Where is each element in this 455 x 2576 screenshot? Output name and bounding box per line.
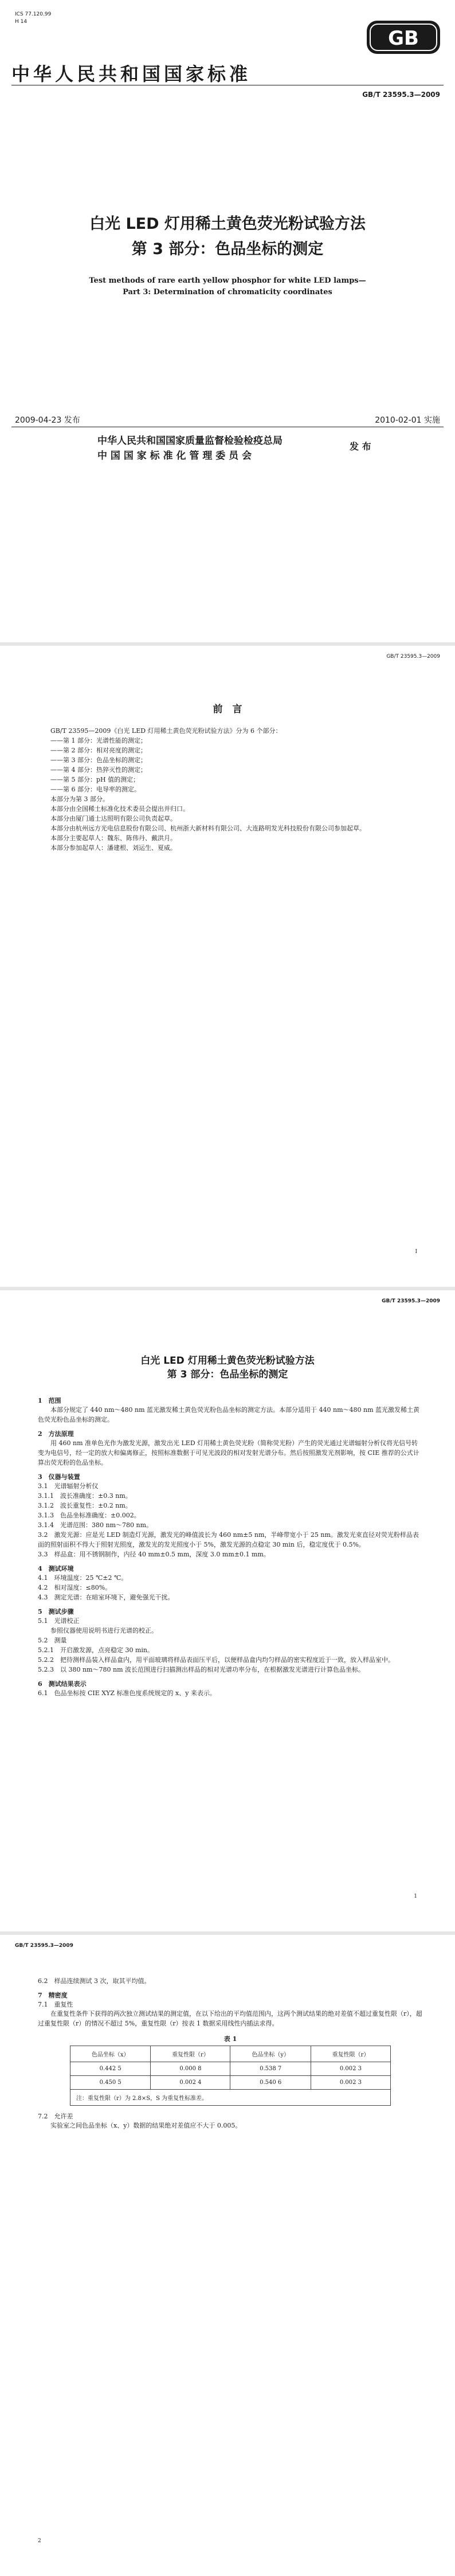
cover-title-cn-line2: 第 3 部分：色品坐标的测定 (131, 240, 324, 258)
table-header-cell: 重复性限（r） (151, 2046, 230, 2062)
section-heading-environment: 4 测试环境 (38, 1565, 74, 1572)
national-standard-title: 中华人民共和国国家标准 (11, 63, 252, 85)
environment-item: 4.1 环境温度：25 ℃±2 ℃。 (38, 1574, 128, 1582)
ccs-code: H 14 (15, 19, 28, 25)
foreword-part-item: ——第 1 部分：光谱性能的测定； (50, 737, 147, 744)
environment-item: 4.3 测定光谱：在暗室环境下，避免强光干扰。 (38, 1594, 174, 1601)
procedure-item: 参照仪器使用说明书进行光谱的校正。 (38, 1627, 158, 1634)
foreword-page (0, 646, 455, 1287)
body1-content (38, 1396, 423, 1698)
body-page-2 (0, 1935, 455, 2576)
gb-logo-text: GB (388, 27, 419, 50)
body-title-line1: 白光 LED 灯用稀土黄色荧光粉试验方法 (140, 1355, 315, 1367)
section-heading-precision: 7 精密度 (38, 1992, 68, 1999)
table-row (70, 2076, 391, 2090)
instrument-item: 3.1.3 色品坐标准确度：±0.002。 (38, 1512, 140, 1519)
table-note-row (70, 2090, 391, 2106)
table-header-row (70, 2046, 391, 2062)
instrument-item: 3.1.2 波长重复性：±0.2 nm。 (38, 1502, 132, 1509)
foreword-part-item: ——第 5 部分：pH 值的测定； (50, 776, 140, 783)
foreword-body (38, 726, 423, 853)
foreword-line: 本部分由全国稀土标准化技术委员会提出并归口。 (50, 805, 189, 813)
table-header-cell: 重复性限（r） (311, 2046, 390, 2062)
body2-header-number: GB/T 23595.3—2009 (15, 1943, 73, 1949)
foreword-line: 本部分参加起草人：潘建根、刘运生、夏威。 (50, 844, 176, 852)
foreword-header-number: GB/T 23595.3—2009 (386, 654, 440, 659)
results-item: 6.1 色品坐标按 CIE XYZ 标准色度系统规定的 x、y 来表示。 (38, 1689, 216, 1697)
page-number: I (415, 1249, 417, 1255)
issue-label: 发 布 (350, 441, 371, 452)
results-item: 6.2 样品连续测试 3 次，取其平均值。 (38, 1977, 151, 1985)
foreword-part-item: ——第 2 部分：相对亮度的测定； (50, 747, 147, 754)
procedure-item: 5.2.1 开启激发源，点亮稳定 30 min。 (38, 1646, 154, 1654)
instrument-item: 3.1.4 光谱范围：380 nm～780 nm。 (38, 1521, 153, 1529)
subsection-heading-repeatability: 7.1 重复性 (38, 2001, 73, 2008)
table-cell: 0.450 5 (70, 2076, 151, 2090)
foreword-part-item: ——第 3 部分：色品坐标的测定； (50, 756, 147, 764)
section-heading-results: 6 测试结果表示 (38, 1680, 87, 1688)
foreword-line: 本部分为第 3 部分。 (50, 795, 109, 803)
instrument-item: 3.1.1 波长准确度：±0.3 nm。 (38, 1492, 132, 1500)
section-heading-procedure: 5 测试步骤 (38, 1608, 74, 1615)
table-note: 注：重复性限（r）为 2.8×S，S 为重复性标准差。 (70, 2090, 391, 2106)
table-header-cell: 色品坐标（x） (70, 2046, 151, 2062)
table-cell: 0.002 4 (151, 2076, 230, 2090)
table-header-cell: 色品坐标（y） (230, 2046, 311, 2062)
section-heading-scope: 1 范围 (38, 1397, 61, 1404)
foreword-line: 本部分由杭州远方光电信息股份有限公司、杭州浙大新材料有限公司、大连路明发光科技股份有限公司参加起草。 (50, 825, 366, 832)
release-date: 2009-04-23 发布 (15, 416, 80, 425)
issuer-line2: 中 国 国 家 标 准 化 管 理 委 员 会 (97, 450, 252, 462)
repeatability-text: 在重复性条件下获得的两次独立测试结果的测定值，在以下给出的平均值范围内，这两个测试结果的绝对差值不超过重复性限（r），超过重复性限（r）的情况不超过 5%，重复性限（r）按表 1 数据采用线性内插法求得。 (38, 2010, 422, 2027)
foreword-part-item: ——第 6 部分：电导率的测定。 (50, 786, 140, 793)
repeatability-table (70, 2046, 391, 2106)
cover-title-cn-line1: 白光 LED 灯用稀土黄色荧光粉试验方法 (89, 215, 366, 233)
body-page-1 (0, 1290, 455, 1931)
instrument-item: 3.3 样品盒：用不锈钢制作，内径 40 mm±0.5 mm，深度 3.0 mm±0.1 mm。 (38, 1551, 270, 1558)
procedure-item: 5.1 光谱校正 (38, 1617, 80, 1625)
body-title-line2: 第 3 部分：色品坐标的测定 (167, 1369, 288, 1380)
foreword-part-item: ——第 4 部分：热猝灭性的测定； (50, 766, 147, 774)
scope-text: 本部分规定了 440 nm～480 nm 蓝光激发稀土黄色荧光粉色品坐标的测定方法。本部分适用于 440 nm～480 nm 蓝光激发稀土黄色荧光粉色品坐标的测定。 (38, 1406, 420, 1423)
foreword-intro: GB/T 23595—2009《白光 LED 灯用稀土黄色荧光粉试验方法》分为 6 个部分： (50, 727, 282, 735)
table-caption: 表 1 (223, 2035, 237, 2043)
cover-page (0, 0, 455, 642)
table-cell: 0.002 3 (311, 2062, 390, 2076)
table-cell: 0.540 6 (230, 2076, 311, 2090)
tolerance-text: 实验室之间色品坐标（x、y）数据的结果绝对差值应不大于 0.005。 (50, 2122, 242, 2129)
body2-content (38, 1976, 423, 2130)
principle-text: 用 460 nm 准单色光作为激发光源，激发出光 LED 灯用稀土黄色荧光粉（简称荧光粉）产生的荧光通过光谱辐射分析仪将光信号转变为电信号，经一定的放大和偏离修正，按照标准数据于可见光波段的相对发射光谱分布。然后按照激发光剂影响，按 CIE 推荐的公式计算出荧光粉的色品坐标。 (38, 1439, 419, 1466)
gb-logo (367, 21, 440, 54)
table-row (70, 2062, 391, 2076)
cover-title-en-line2: Part 3: Determination of chromaticity coordinates (123, 288, 332, 296)
procedure-item: 5.2 测量 (38, 1637, 67, 1644)
page-number: 2 (38, 2538, 41, 2544)
table-cell: 0.442 5 (70, 2062, 151, 2076)
foreword-line: 本部分由厦门通士达照明有限公司负责起草。 (50, 815, 176, 822)
standard-number: GB/T 23595.3—2009 (362, 91, 440, 99)
table-cell: 0.002 3 (311, 2076, 390, 2090)
foreword-line: 本部分主要起草人：魏东、陈伟丹、戴洪月。 (50, 834, 176, 842)
procedure-item: 5.2.3 以 380 nm～780 nm 波长范围进行扫描测出样品的相对光谱功率分布，在根据激发光谱进行计算色品坐标。 (38, 1666, 364, 1673)
ics-code: ICS 77.120.99 (15, 11, 52, 17)
cover-title-en-line1: Test methods of rare earth yellow phosphor for white LED lamps— (89, 276, 366, 285)
instrument-item: 3.1 光谱辐射分析仪 (38, 1482, 99, 1490)
subsection-heading-tolerance: 7.2 允许差 (38, 2113, 73, 2120)
table-cell: 0.538 7 (230, 2062, 311, 2076)
issuer-line1: 中华人民共和国国家质量监督检验检疫总局 (97, 435, 283, 447)
page-number: 1 (414, 1894, 417, 1899)
foreword-heading: 前 言 (213, 704, 242, 715)
procedure-item: 5.2.2 把待测样品装入样品盒内，用平面玻璃将样品表面压平后，以便样品盒内均匀样品的密实程度近于一致，放入样品室中。 (38, 1656, 394, 1664)
section-heading-instruments: 3 仪器与装置 (38, 1473, 80, 1481)
instrument-item: 3.2 激发光源：应是光 LED 制造灯光源，激发光的峰值波长为 460 nm±5 nm，半峰带宽小于 25 nm。激发光束直径对荧光粉样品表面的照射面积不得大于照射光照度，激发光的发光照度小于 5%，激发光源的点稳定 30 min 后，稳定度优于 0.5%。 (38, 1531, 419, 1548)
section-heading-principle: 2 方法原理 (38, 1430, 74, 1438)
body1-header-number: GB/T 23595.3—2009 (382, 1298, 440, 1304)
environment-item: 4.2 相对湿度：≤80%。 (38, 1584, 112, 1591)
table-cell: 0.000 8 (151, 2062, 230, 2076)
implementation-date: 2010-02-01 实施 (375, 416, 440, 425)
